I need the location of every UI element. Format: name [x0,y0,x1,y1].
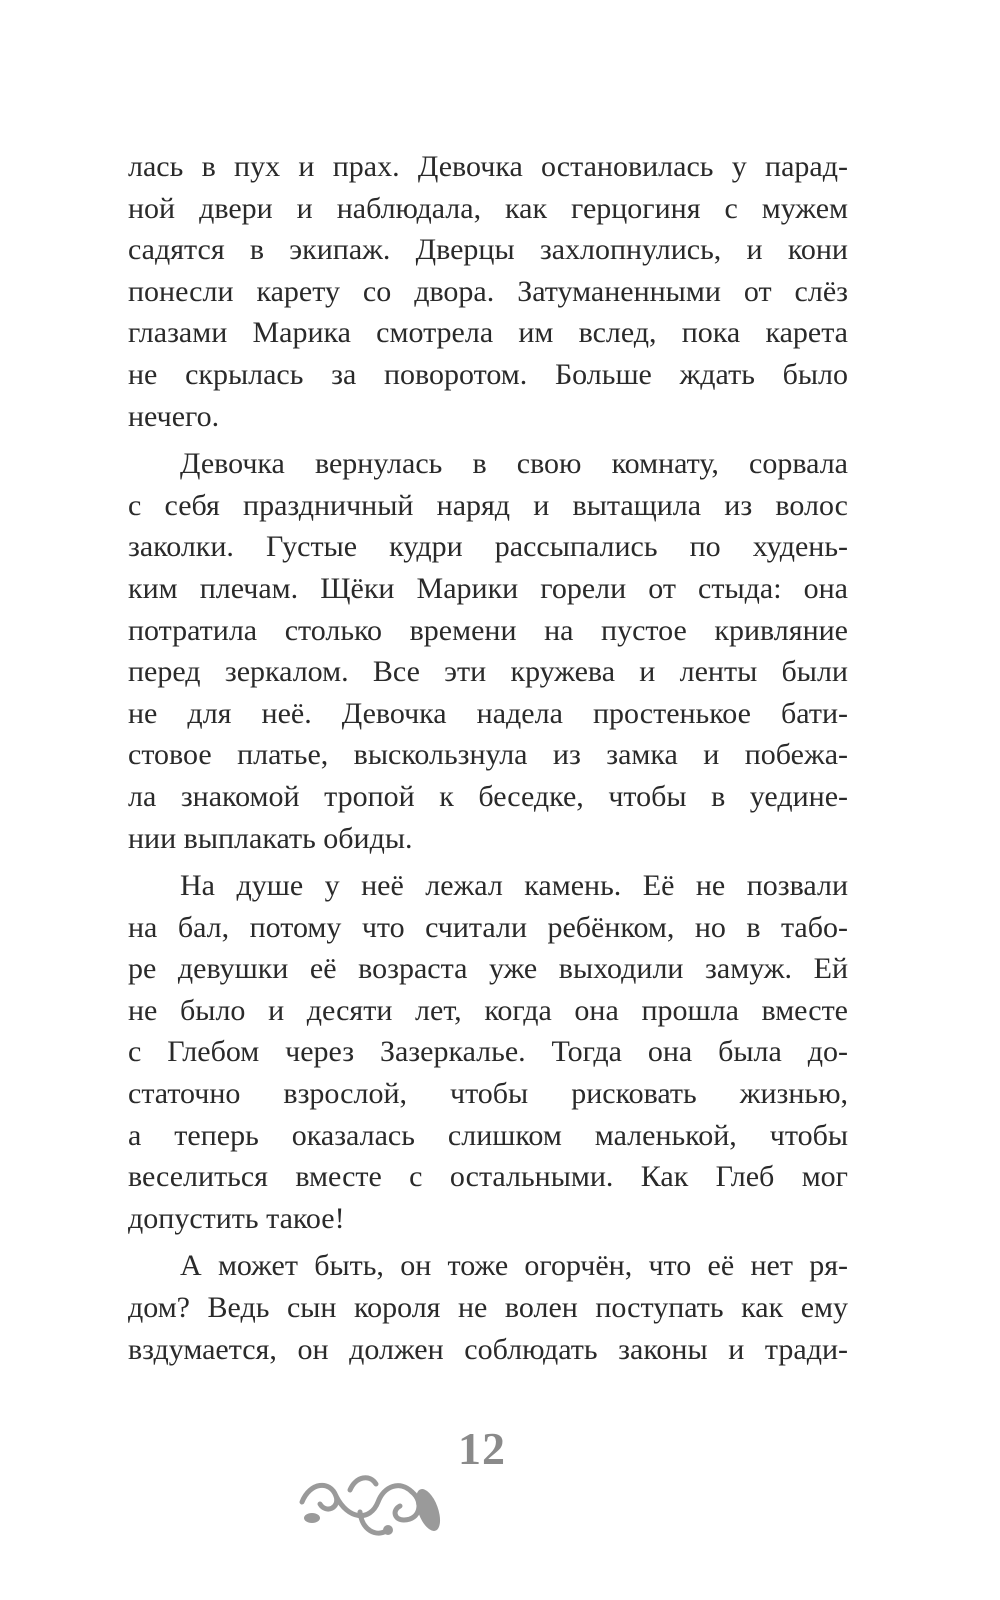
text-line: ре девушки её возраста уже выходили замуж. Ей [128,952,848,986]
text-line: не было и десяти лет, когда она прошла вместе [128,993,848,1027]
text-line: веселиться вместе с остальными. Как Глеб мог [128,1160,848,1194]
text-line: Девочка вернулась в свою комнату, сорвала [180,447,848,481]
paragraph [128,865,848,1239]
text-line: глазами Марика смотрела им вслед, пока карета [128,316,848,350]
text-line: допустить такое! [128,1201,345,1235]
text-line: заколки. Густые кудри рассыпались по худень- [128,530,848,564]
text-line: с Глебом через Зазеркалье. Тогда она была до- [128,1035,848,1069]
text-line: стовое платье, выскользнула из замка и побежа- [128,738,848,772]
text-line: ной двери и наблюдала, как герцогиня с мужем [128,191,848,225]
text-line: понесли карету со двора. Затуманенными от слёз [128,274,848,308]
text-line: а теперь оказалась слишком маленькой, чтобы [128,1118,848,1152]
page-folio [440,1420,720,1560]
text-line: нечего. [128,399,220,433]
text-line: А может быть, он тоже огорчён, что её нет ря- [180,1249,848,1283]
text-line: лась в пух и прах. Девочка остановилась у парад- [128,150,848,183]
text-line: потратила столько времени на пустое кривляние [128,613,848,647]
paragraph [128,443,848,859]
text-line: ла знакомой тропой к беседке, чтобы в уедине- [128,779,848,813]
text-line: не для неё. Девочка надела простенькое бати- [128,696,848,730]
paragraph [128,146,848,437]
page-number: 12 [458,1423,506,1474]
body-text [128,146,848,1370]
text-line: На душе у неё лежал камень. Её не позвали [180,869,848,903]
text-line: дом? Ведь сын короля не волен поступать как ему [128,1291,848,1325]
floral-swirl-ornament-icon [290,1440,450,1550]
text-line: вздумается, он должен соблюдать законы и тради- [128,1332,848,1366]
paragraph [128,1245,848,1370]
text-line: статочно взрослой, чтобы рисковать жизнью, [128,1077,848,1111]
text-line: на бал, потому что считали ребёнком, но в табо- [128,910,848,944]
text-line: ким плечам. Щёки Марики горели от стыда: она [128,571,848,605]
text-line: перед зеркалом. Все эти кружева и ленты были [128,655,848,689]
text-line: садятся в экипаж. Дверцы захлопнулись, и кони [128,233,848,267]
text-line: не скрылась за поворотом. Больше ждать было [128,357,848,391]
text-line: нии выплакать обиды. [128,821,413,855]
text-line: с себя праздничный наряд и вытащила из волос [128,488,848,522]
